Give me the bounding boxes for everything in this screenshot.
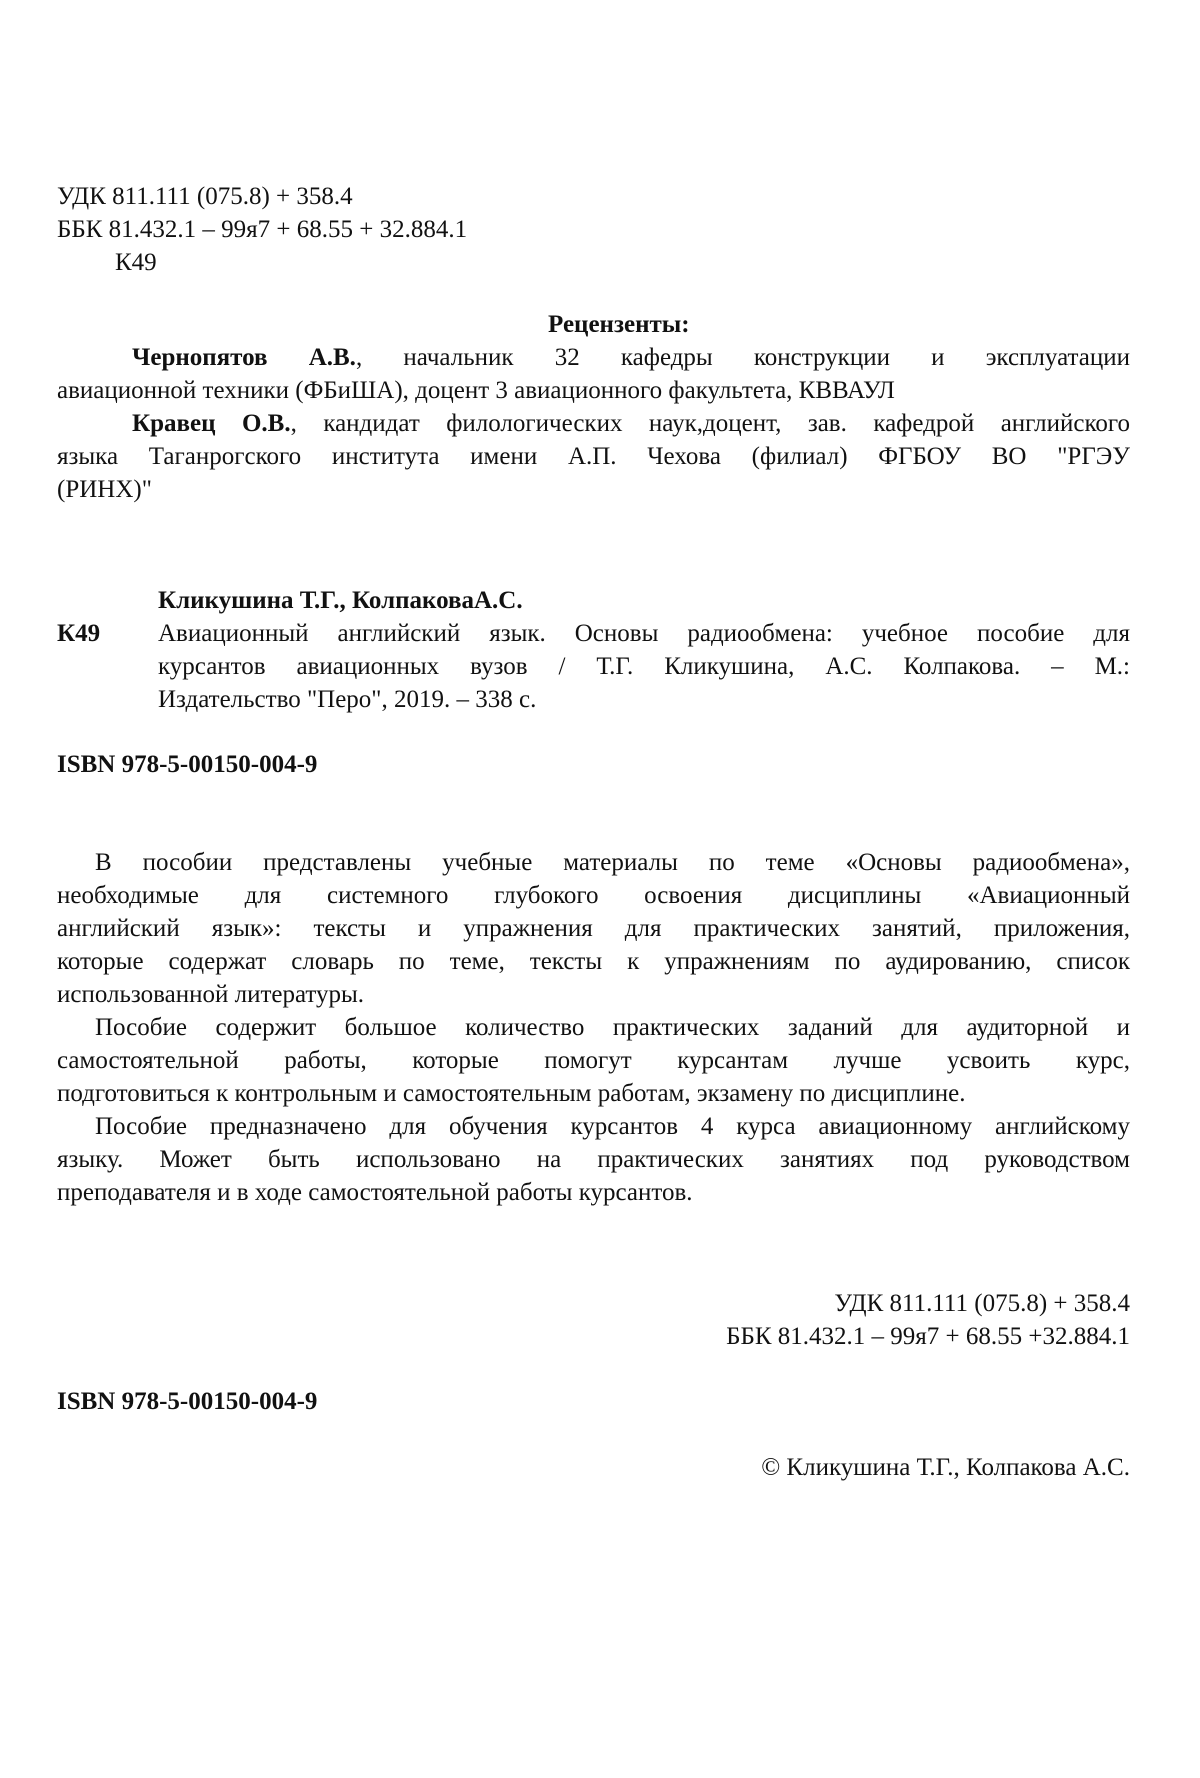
bib-line-1: Авиационный английский язык. Основы радиообмена: учебное пособие для — [158, 620, 1130, 647]
reviewer-1-line1 — [132, 341, 1130, 374]
reviewer-2-line2: языка Таганрогского института имени А.П. Чехова (филиал) ФГБОУ ВО "РГЭУ — [57, 443, 1130, 470]
footer-udk-code: УДК 811.111 (075.8) + 358.4 — [834, 1290, 1130, 1317]
reviewer-2-line3: (РИНХ)" — [57, 476, 152, 503]
footer-bbk-code: ББК 81.432.1 – 99я7 + 68.55 +32.884.1 — [726, 1323, 1130, 1350]
reviewer-2-position: , кандидат филологических наук,доцент, зав. кафедрой английского — [290, 410, 1130, 437]
bib-authors: Кликушина Т.Г., КолпаковаА.С. — [158, 587, 523, 614]
reviewer-2-name: Кравец О.В. — [132, 410, 291, 437]
annotation-p1-line2: необходимые для системного глубокого освоения дисциплины «Авиационный — [57, 882, 1130, 909]
reviewer-2-line1 — [132, 407, 1130, 440]
annotation-p2-line3: подготовиться к контрольным и самостоятельным работам, экзамену по дисциплине. — [57, 1080, 966, 1107]
copyright-notice: © Кликушина Т.Г., Колпакова А.С. — [761, 1454, 1130, 1481]
annotation-p1-line5: использованной литературы. — [57, 981, 365, 1008]
bib-mark: К49 — [57, 620, 101, 647]
reviewer-1-line2: авиационной техники (ФБиША), доцент 3 авиационного факультета, КВВАУЛ — [57, 377, 895, 404]
isbn-top: ISBN 978-5-00150-004-9 — [57, 751, 318, 778]
annotation-p3-line1: Пособие предназначено для обучения курсантов 4 курса авиационному английскому — [95, 1113, 1130, 1140]
udk-code: УДК 811.111 (075.8) + 358.4 — [57, 183, 353, 210]
reviewer-1-position: , начальник 32 кафедры конструкции и эксплуатации — [355, 344, 1130, 371]
annotation-p1-line3: английский язык»: тексты и упражнения для практических занятий, приложения, — [57, 915, 1130, 942]
annotation-p3-line2: языку. Может быть использовано на практических занятиях под руководством — [57, 1146, 1130, 1173]
bbk-code: ББК 81.432.1 – 99я7 + 68.55 + 32.884.1 — [57, 216, 468, 243]
annotation-p3-line3: преподавателя и в ходе самостоятельной работы курсантов. — [57, 1179, 693, 1206]
reviewers-heading: Рецензенты: — [548, 311, 690, 338]
author-mark: К49 — [115, 249, 157, 276]
bib-line-2: курсантов авиационных вузов / Т.Г. Кликушина, А.С. Колпакова. – М.: — [158, 653, 1130, 680]
annotation-p1-line4: которые содержат словарь по теме, тексты к упражнениям по аудированию, список — [57, 948, 1130, 975]
bib-line-3: Издательство "Перо", 2019. – 338 с. — [158, 686, 537, 713]
annotation-p2-line1: Пособие содержит большое количество практических заданий для аудиторной и — [95, 1014, 1130, 1041]
reviewer-1-name: Чернопятов А.В. — [132, 344, 356, 371]
annotation-p1-line1: В пособии представлены учебные материалы по теме «Основы радиообмена», — [95, 849, 1130, 876]
isbn-bottom: ISBN 978-5-00150-004-9 — [57, 1388, 318, 1415]
annotation-p2-line2: самостоятельной работы, которые помогут курсантам лучше усвоить курс, — [57, 1047, 1130, 1074]
